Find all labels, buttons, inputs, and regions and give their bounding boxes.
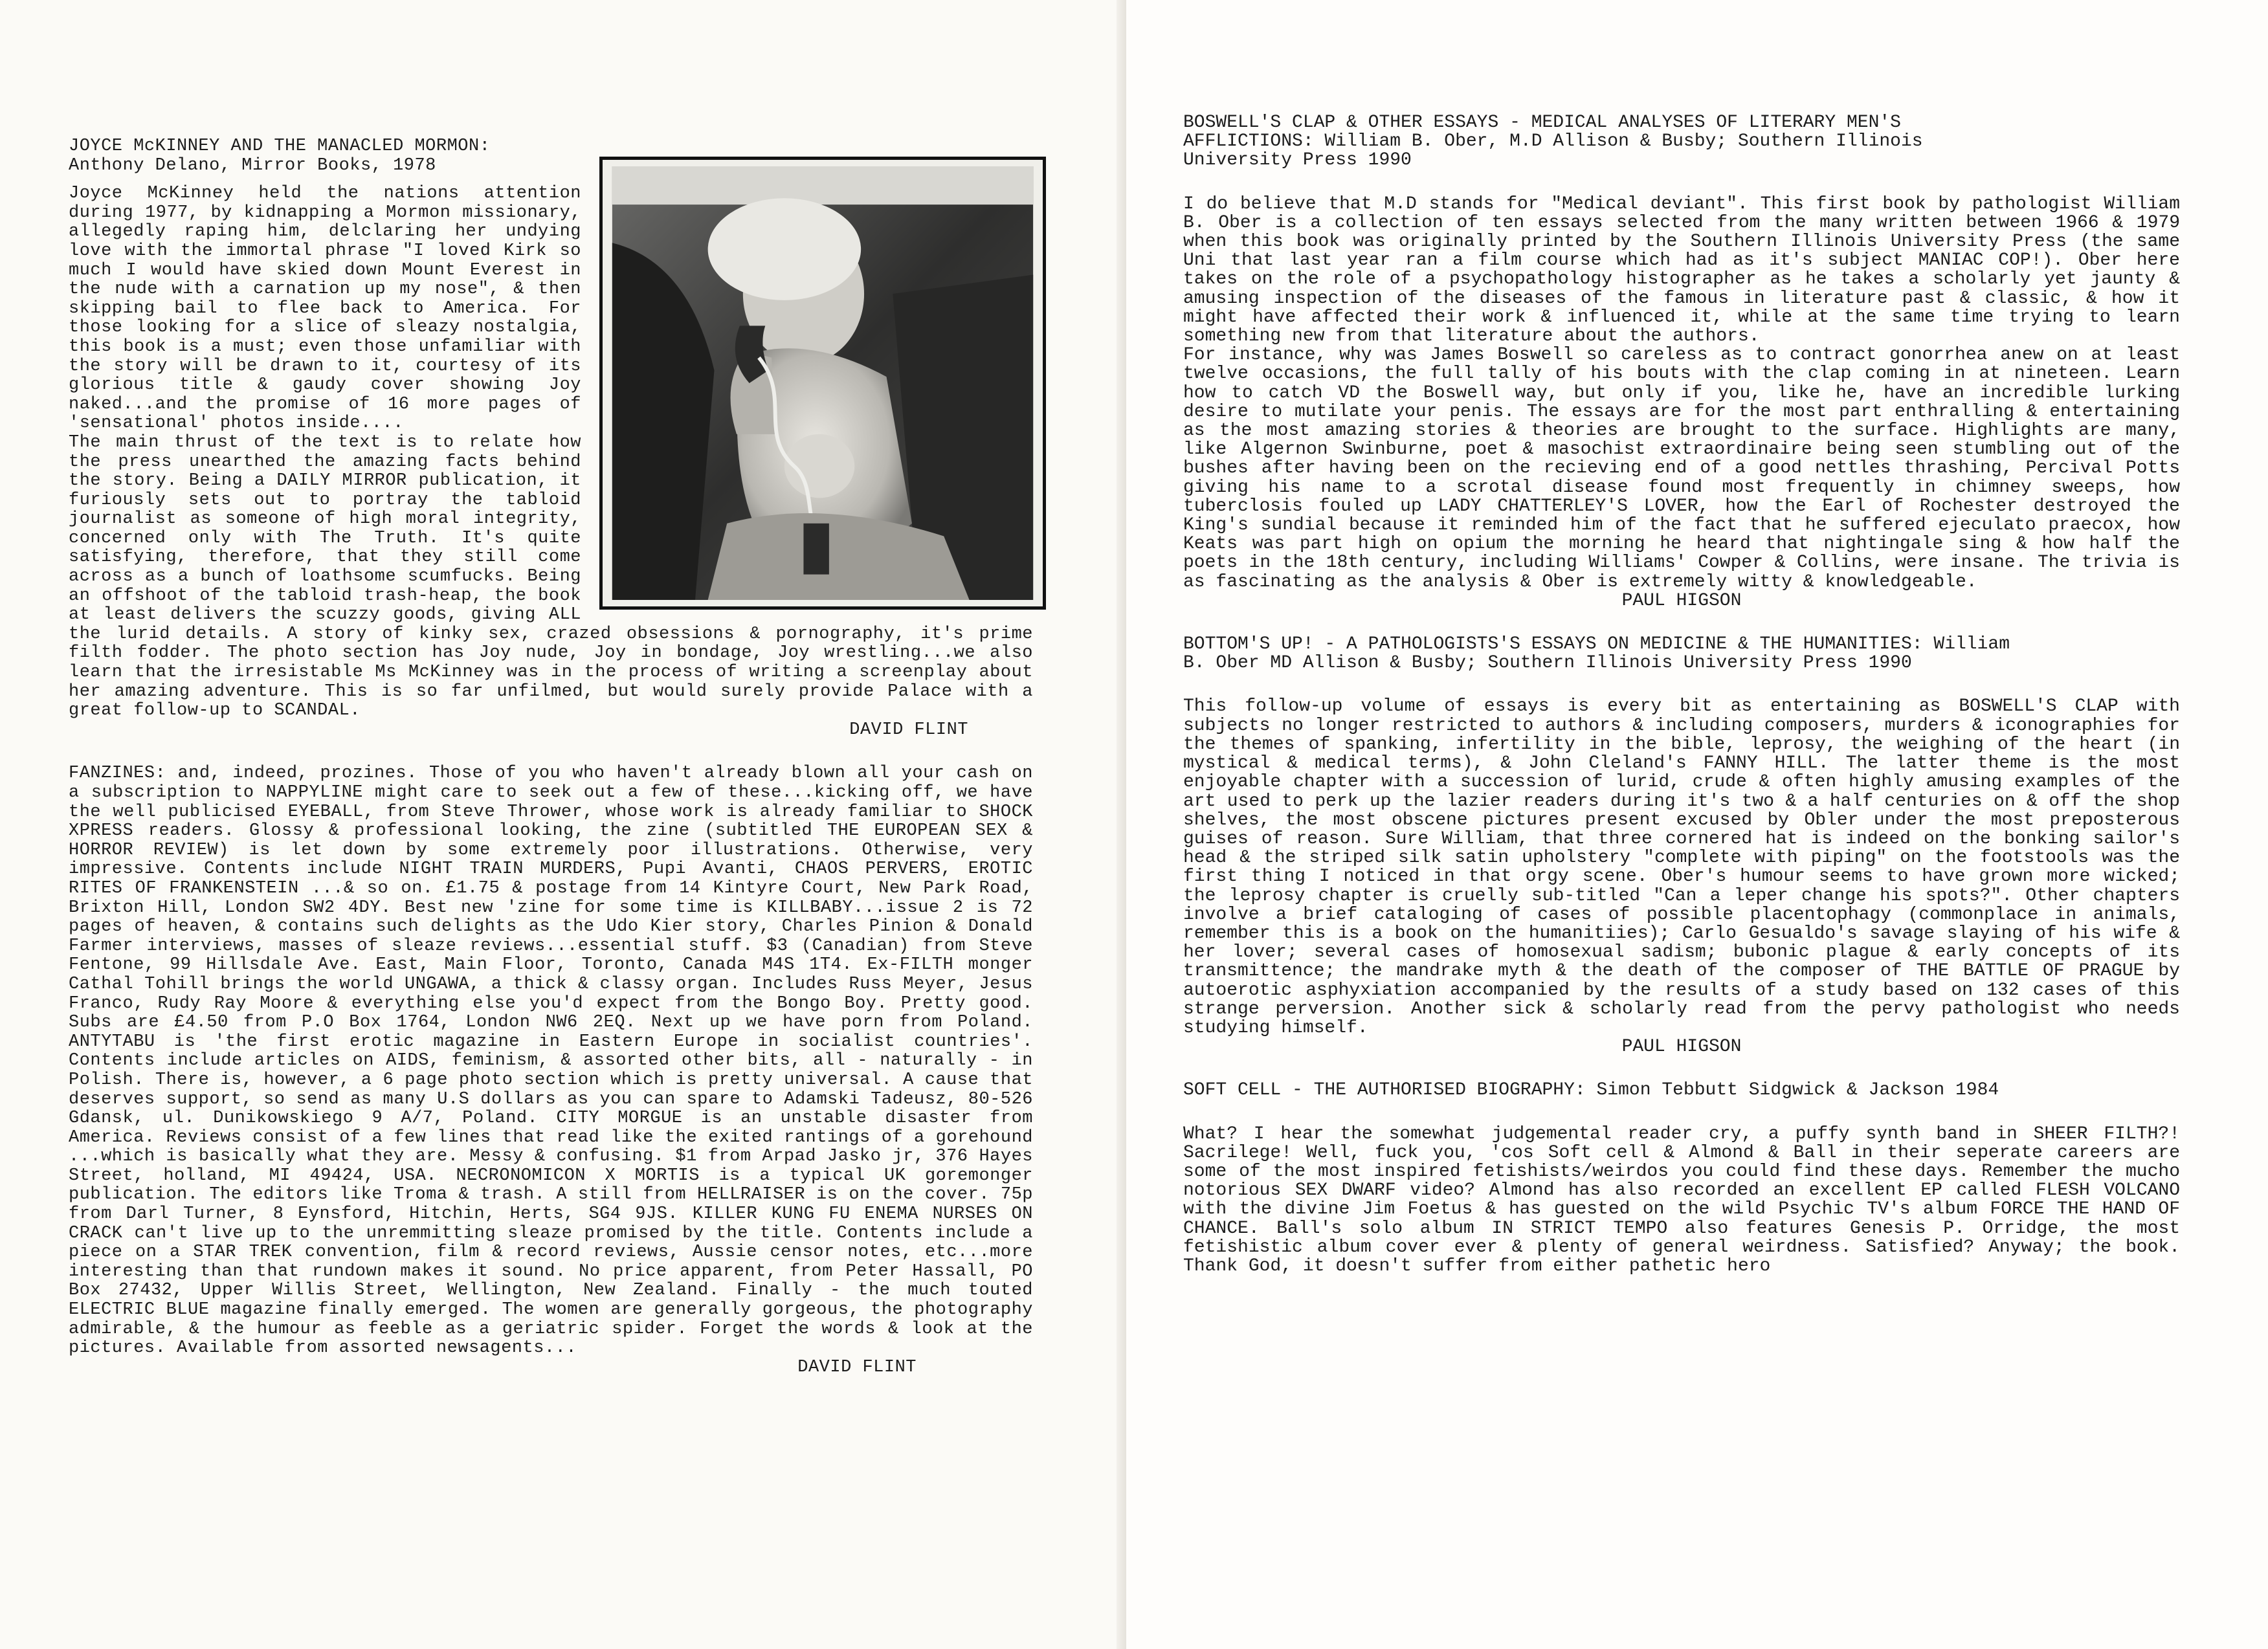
fanzines-body: FANZINES: and, indeed, prozines. Those of you who haven't already blown all your cash on a subscription to NAPPYLINE might care to seek out a few of these...kicking off, we have the well publicised EYEBALL, from Steve Thrower, whose work is already familiar to SHOCK XPRESS readers. Glossy & professional looking, the zine (subtitled THE EUROPEAN SEX & HORROR REVIEW) is let down by some extremely poor illustrations. Otherwise, very impressive. Contents include NIGHT TRAIN MURDERS, Pupi Avanti, CHAOS PERVERS, EROTIC RITES OF FRANKENSTEIN ...& so on. £1.75 & postage from 14 Kintyre Court, New Park Road, Brixton Hill, London SW2 4DY. Best new 'zine for some time is KILLBABY...issue 2 is 72 pages of heaven, & contains such delights as the Udo Kier story, Charles Pinion & Donald Farmer interviews, masses of sleaze reviews...essential stuff. $3 (Canadian) from Steve Fentone, 99 Hillsdale Ave. East, Main Floor, Toronto, Canada M4S 1T4. Ex-FILTH monger Cathal Tohill brings the world UNGAWA, a thick & classy organ. Includes Russ Meyer, Jesus Franco, Rudy Ray Moore & everything else you'd expect from the Bongo Boy. Pretty good. Subs are £4.50 from P.O Box 1764, London NW6 2EQ. Next up we have porn from Poland. ANTYTABU is 'the first erotic magazine in Eastern Europe in socialist countries'. Contents include articles on AIDS, feminism, & assorted other bits, all - naturally - in Polish. There is, however, a 6 page photo section which is pretty universal. A cause that deserves support, so send as many U.S dollars as you can spare to Adamski Tadeusz, 80-526 Gdansk, ul. Dunikowskiego 9 A/7, Poland. CITY MORGUE is an unstable disaster from America. Reviews consist of a few lines that read like the exited rantings of a gorehound ...which is basically what they are. Messy & confusing. $1 from Arpad Jasko jr, 376 Hayes Street, holland, MI 49424, USA. NECRONOMICON X MORTIS is a typical UK goremonger publication. The editors like Troma & trash. A still from HELLRAISER is on the cover. 75p from Darl Turner, 8 Eynsford, Hitchin, Herts, SG4 9JS. KILLER KUNG FU ENEMA NURSES ON CRACK can't live up to the unremmitting sleaze promised by the title. Contents include a piece on a STAR TREK convention, film & record reviews, Aussie censor notes, etc...more interesting than that rundown makes it sound. No price apparent, from Peter Hassall, PO Box 27432, Upper Willis Street, Wellington, New Zealand. Finally - the much touted ELECTRIC BLUE magazine finally emerged. The women are generally gorgeous, the photography admirable, & the humour as feeble as a geriatric spider. Forget the words & look at the pictures. Available from assorted newsagents...	[69, 764, 1033, 1358]
title-line: University Press 1990	[1183, 150, 1412, 171]
title-line: B. Ober MD Allison & Busby; Southern Illinois University Press 1990	[1183, 653, 1912, 674]
review-body: This follow-up volume of essays is every bit as entertaining as BOSWELL'S CLAP with subjects no longer restricted to authors & including composers, murders & iconographies for the themes of spanking, infertility in the bible, leprosy, the weighing of the heart (in mystical & medical terms), & John Cleland's FANNY HILL. The latter theme is the most enjoyable chapter with a succession of lurid, crude & often highly amusing examples of the art used to perk up the lazier readers during it's two & a half centuries on & off the shop shelves, the most obscene pictures present excused by Obler under the most preposterous guises of reason. Sure William, that three cornered hat is indeed on the bonking sailor's head & the striped silk satin upholstery "complete with piping" on the footstools was the first thing I noticed in that orgy scene. Ober's humour seems to have grown more wicked; the leprosy chapter is cruelly sub-titled "Can a leper change his spots?". Other chapters involve a brief cataloging of cases of possible placentophagy (commonplace in animals, remember this is a book on the humanitiies); Carlo Gesualdo's savage slaying of his wife & her lover; several cases of homosexual sadism; bubonic plague & early concepts of its transmittence; the mandrake myth & the death of the composer of THE BATTLE OF PRAGUE by autoerotic asphyxiation accompanied by the results of a study based on 132 cases of this strange perversion. Another sick & scholarly read from the pervy pathologist who needs studying himself.	[1183, 696, 2180, 1038]
photo-illustration	[609, 166, 1036, 600]
review-title	[1183, 635, 2180, 672]
right-page	[1126, 0, 2268, 1649]
review-body: I do believe that M.D stands for "Medical deviant". This first book by pathologist William B. Ober is a collection of ten essays selected from the many written between 1966 & 1979 when this book was originally printed by the Southern Illinois University Press (the same Uni that last year ran a film course which had as it's subject MANIAC COP!). Ober here takes on the role of a psychopathology histographer as he takes a scholarly yet jaunty & amusing inspection of the diseases of the famous in literature past & classic, & how it might have affected their work & influenced it, while at the same time trying to learn something new from that literature about the authors. For instance, why was James Boswell so careless as to contract gonorrhea anew on at least twelve occasions, the full tally of his bouts with the clap coming in at nineteen. Learn how to catch VD the Boswell way, but only if you, like he, have an incredible lurking desire to mutilate your penis. The essays are for the most part enthralling & entertaining as the most amazing stories & theories are brought to the surface. Highlights are many, like Algernon Swinburne, poet & masochist extraordinaire being seen stumbling out of the bushes after having been on the recieving end of a good nettles thrashing, Percival Potts giving his name to a scrotal disease found most frequently in chimney sweeps, how tuberclosis fouled up LADY CHATTERLEY'S LOVER, how the Earl of Rochester destroyed the King's sundial because it reminded him of the fact that he suffered ejeculato praecox, how Keats was part high on opium the morning he heard that nightingale sing & how half the poets in the 18th century, including Williams' Cowper & Collins, were insane. The trivia is as fascinating as the analysis & Ober is extremely witty & knowledgeable.	[1183, 194, 2180, 592]
review-title: SOFT CELL - THE AUTHORISED BIOGRAPHY: Simon Tebbutt Sidgwick & Jackson 1984	[1183, 1080, 1999, 1101]
review-author: PAUL HIGSON	[1621, 590, 1742, 611]
fanzines-author: DAVID FLINT	[797, 1357, 917, 1377]
review-title	[1183, 113, 2180, 170]
title-line: AFFLICTIONS: William B. Ober, M.D Allison & Busby; Southern Illinois	[1183, 131, 1923, 152]
review-byline: Anthony Delano, Mirror Books, 1978	[69, 155, 436, 175]
right-column	[1183, 113, 2180, 1276]
cover-photo	[599, 157, 1046, 610]
review-body: What? I hear the somewhat judgemental reader cry, a puffy synth band in SHEER FILTH?! Sacrilege! Well, fuck you, 'cos Soft cell & Almond & Ball in their seperate careers are some of the most inspired fetishists/weirdos you could find these days. Remember the mucho notorious SEX DWARF video? Almond has also recorded an excellent EP called FLESH VOLCANO with the divine Jim Foetus & has guested on the wild Psychic TV's album FORCE THE HAND OF CHANCE. Ball's solo album IN STRICT TEMPO also features Genesis P. Orridge, the most fetishistic album cover ever & plenty of general weirdness. Satisfied? Anyway; the book. Thank God, it doesn't suffer from either pathetic hero	[1183, 1123, 2180, 1276]
review-author: PAUL HIGSON	[1621, 1037, 1742, 1057]
title-line: BOSWELL'S CLAP & OTHER ESSAYS - MEDICAL ANALYSES OF LITERARY MEN'S	[1183, 113, 1901, 133]
review-author: DAVID FLINT	[849, 720, 968, 740]
review-title: JOYCE McKINNEY AND THE MANACLED MORMON:	[69, 137, 491, 156]
left-page	[0, 0, 1126, 1649]
left-column	[69, 137, 1033, 1377]
title-line: BOTTOM'S UP! - A PATHOLOGISTS'S ESSAYS ON MEDICINE & THE HUMANITIES: William	[1183, 634, 2010, 655]
review-body: Joyce McKinney held the nations attention during 1977, by kidnapping a Mormon missionary, allegedly raping him, delclaring her undying love with the immortal phrase "I loved Kirk so much I would have skied down Mount Everest in the nude with a carnation up my nose", & then skipping bail to flee back to America. For those looking for a slice of sleazy nostalgia, this book is a must; even those unfamiliar with the story will be drawn to it, courtesy of its glorious title & gaudy cover showing Joy naked...and the promise of 16 more pages of 'sensational' photos inside.... The main thrust of the text is to relate how the press unearthed the amazing facts behind the story. Being a DAILY MIRROR publication, it furiously sets out to portray the tabloid journalist as someone of high moral integrity, concerned only with The Truth. It's quite satisfying, therefore, that they still come across as a bunch of loathsome scumfucks. Being an offshoot of the tabloid trash-heap, the book at least delivers the scuzzy goods, giving ALL the lurid details. A story of kinky sex, crazed obsessions & pornography, it's prime filth fodder. The photo section has Joy nude, Joy in bondage, Joy wrestling...we also learn that the irresistable Ms McKinney was in the process of writing a screenplay about her amazing adventure. This is so far unfilmed, but would surely provide Palace with a great follow-up to SCANDAL.	[69, 184, 1033, 721]
